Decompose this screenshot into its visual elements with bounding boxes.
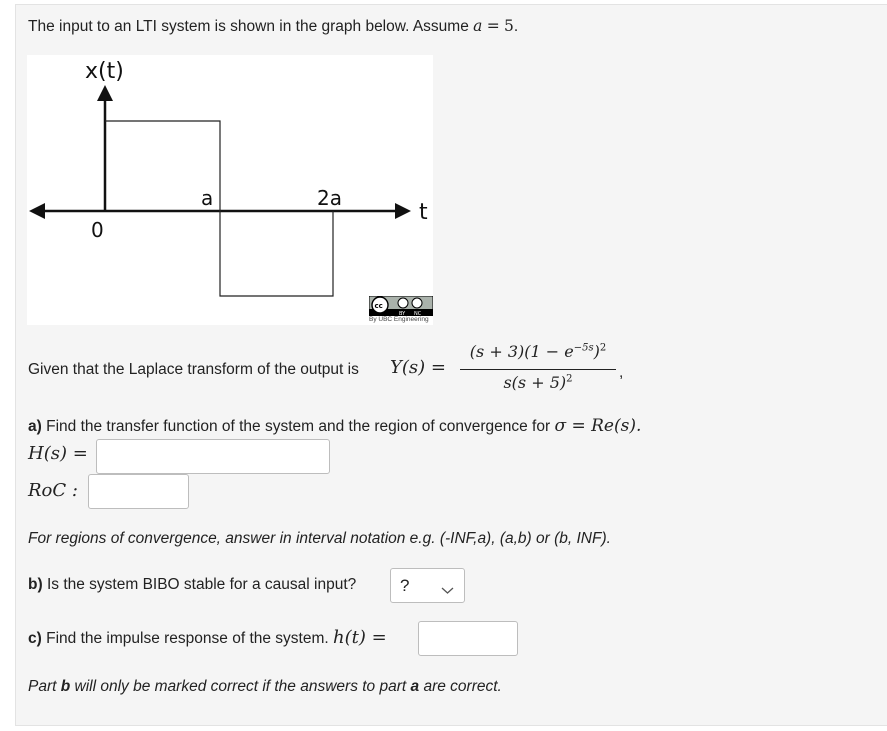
nc-icon (412, 298, 422, 308)
part-c-label: c) (28, 630, 42, 647)
nc-text: NC (414, 311, 422, 316)
by-text: BY (399, 311, 406, 316)
origin-label: 0 (91, 218, 104, 242)
intro-period: . (513, 18, 519, 35)
grading-note-mid: will only be marked correct if the answers to part (74, 678, 407, 695)
transfer-function-label: H(s) = (28, 443, 88, 464)
part-c-question (28, 628, 387, 649)
numerator-part-a: (s + 3)(1 − e (469, 342, 574, 361)
part-b-label: b) (28, 576, 43, 593)
tick-label-2a: 2a (317, 186, 342, 210)
cc-license-badge (369, 296, 433, 316)
amplitude-axis-arrow (97, 85, 113, 101)
grading-note-a: a (410, 678, 420, 695)
transfer-function-input[interactable] (96, 439, 330, 474)
tick-label-a: a (201, 186, 214, 210)
cc-credit: By UBC Engineering (369, 316, 429, 323)
numerator-exponent: −5s (573, 342, 594, 354)
part-a-label: a) (28, 418, 42, 435)
cc-badge-svg (369, 296, 433, 316)
laplace-denominator (458, 373, 618, 393)
grading-note-post: are correct. (423, 678, 502, 695)
bibo-stable-select[interactable] (390, 568, 465, 603)
part-b-question (28, 575, 356, 595)
time-axis-right-arrow (395, 203, 411, 219)
intro-value: 5 (504, 17, 514, 35)
part-a-text: Find the transfer function of the system and the region of convergence for (46, 418, 551, 435)
laplace-suffix: , (619, 364, 624, 381)
intro-var: a (473, 17, 483, 35)
impulse-response-label: h(t) = (333, 627, 387, 648)
numerator-power: 2 (599, 342, 607, 354)
input-signal-graph (27, 55, 433, 325)
cc-text: cc (374, 302, 383, 310)
chevron-down-icon (441, 580, 454, 600)
grading-note (28, 677, 502, 697)
laplace-lhs: Y(s) = (390, 357, 446, 378)
numerator-part-b: ) (593, 342, 600, 361)
fraction-bar (460, 369, 616, 370)
part-a-question (28, 416, 641, 437)
by-icon (398, 298, 408, 308)
denominator-part-a: s(s + 5) (503, 373, 567, 392)
part-b-text: Is the system BIBO stable for a causal input? (46, 576, 357, 593)
bibo-select-value: ? (400, 576, 410, 595)
part-a-sigma: σ = Re(s). (554, 416, 642, 436)
signal-plot-svg (27, 55, 433, 325)
signal-waveform (105, 121, 333, 296)
y-axis-label: x(t) (85, 59, 124, 84)
x-axis-label: t (419, 200, 428, 225)
laplace-numerator (458, 342, 618, 362)
roc-notation-note: For regions of convergence, answer in interval notation e.g. (-INF,a), (a,b) or (b, INF). (28, 530, 611, 547)
time-axis-left-arrow (29, 203, 45, 219)
grading-note-b: b (60, 678, 71, 695)
intro-eq: = (486, 17, 500, 35)
intro-line (28, 16, 518, 37)
intro-text: The input to an LTI system is shown in the graph below. Assume (28, 18, 469, 35)
part-c-text: Find the impulse response of the system. (46, 630, 329, 647)
denominator-power: 2 (566, 373, 573, 385)
grading-note-pre: Part (28, 678, 57, 695)
roc-input[interactable] (88, 474, 189, 509)
laplace-prefix: Given that the Laplace transform of the output is (28, 361, 359, 378)
roc-label: RoC : (28, 480, 78, 501)
impulse-response-input[interactable] (418, 621, 518, 656)
